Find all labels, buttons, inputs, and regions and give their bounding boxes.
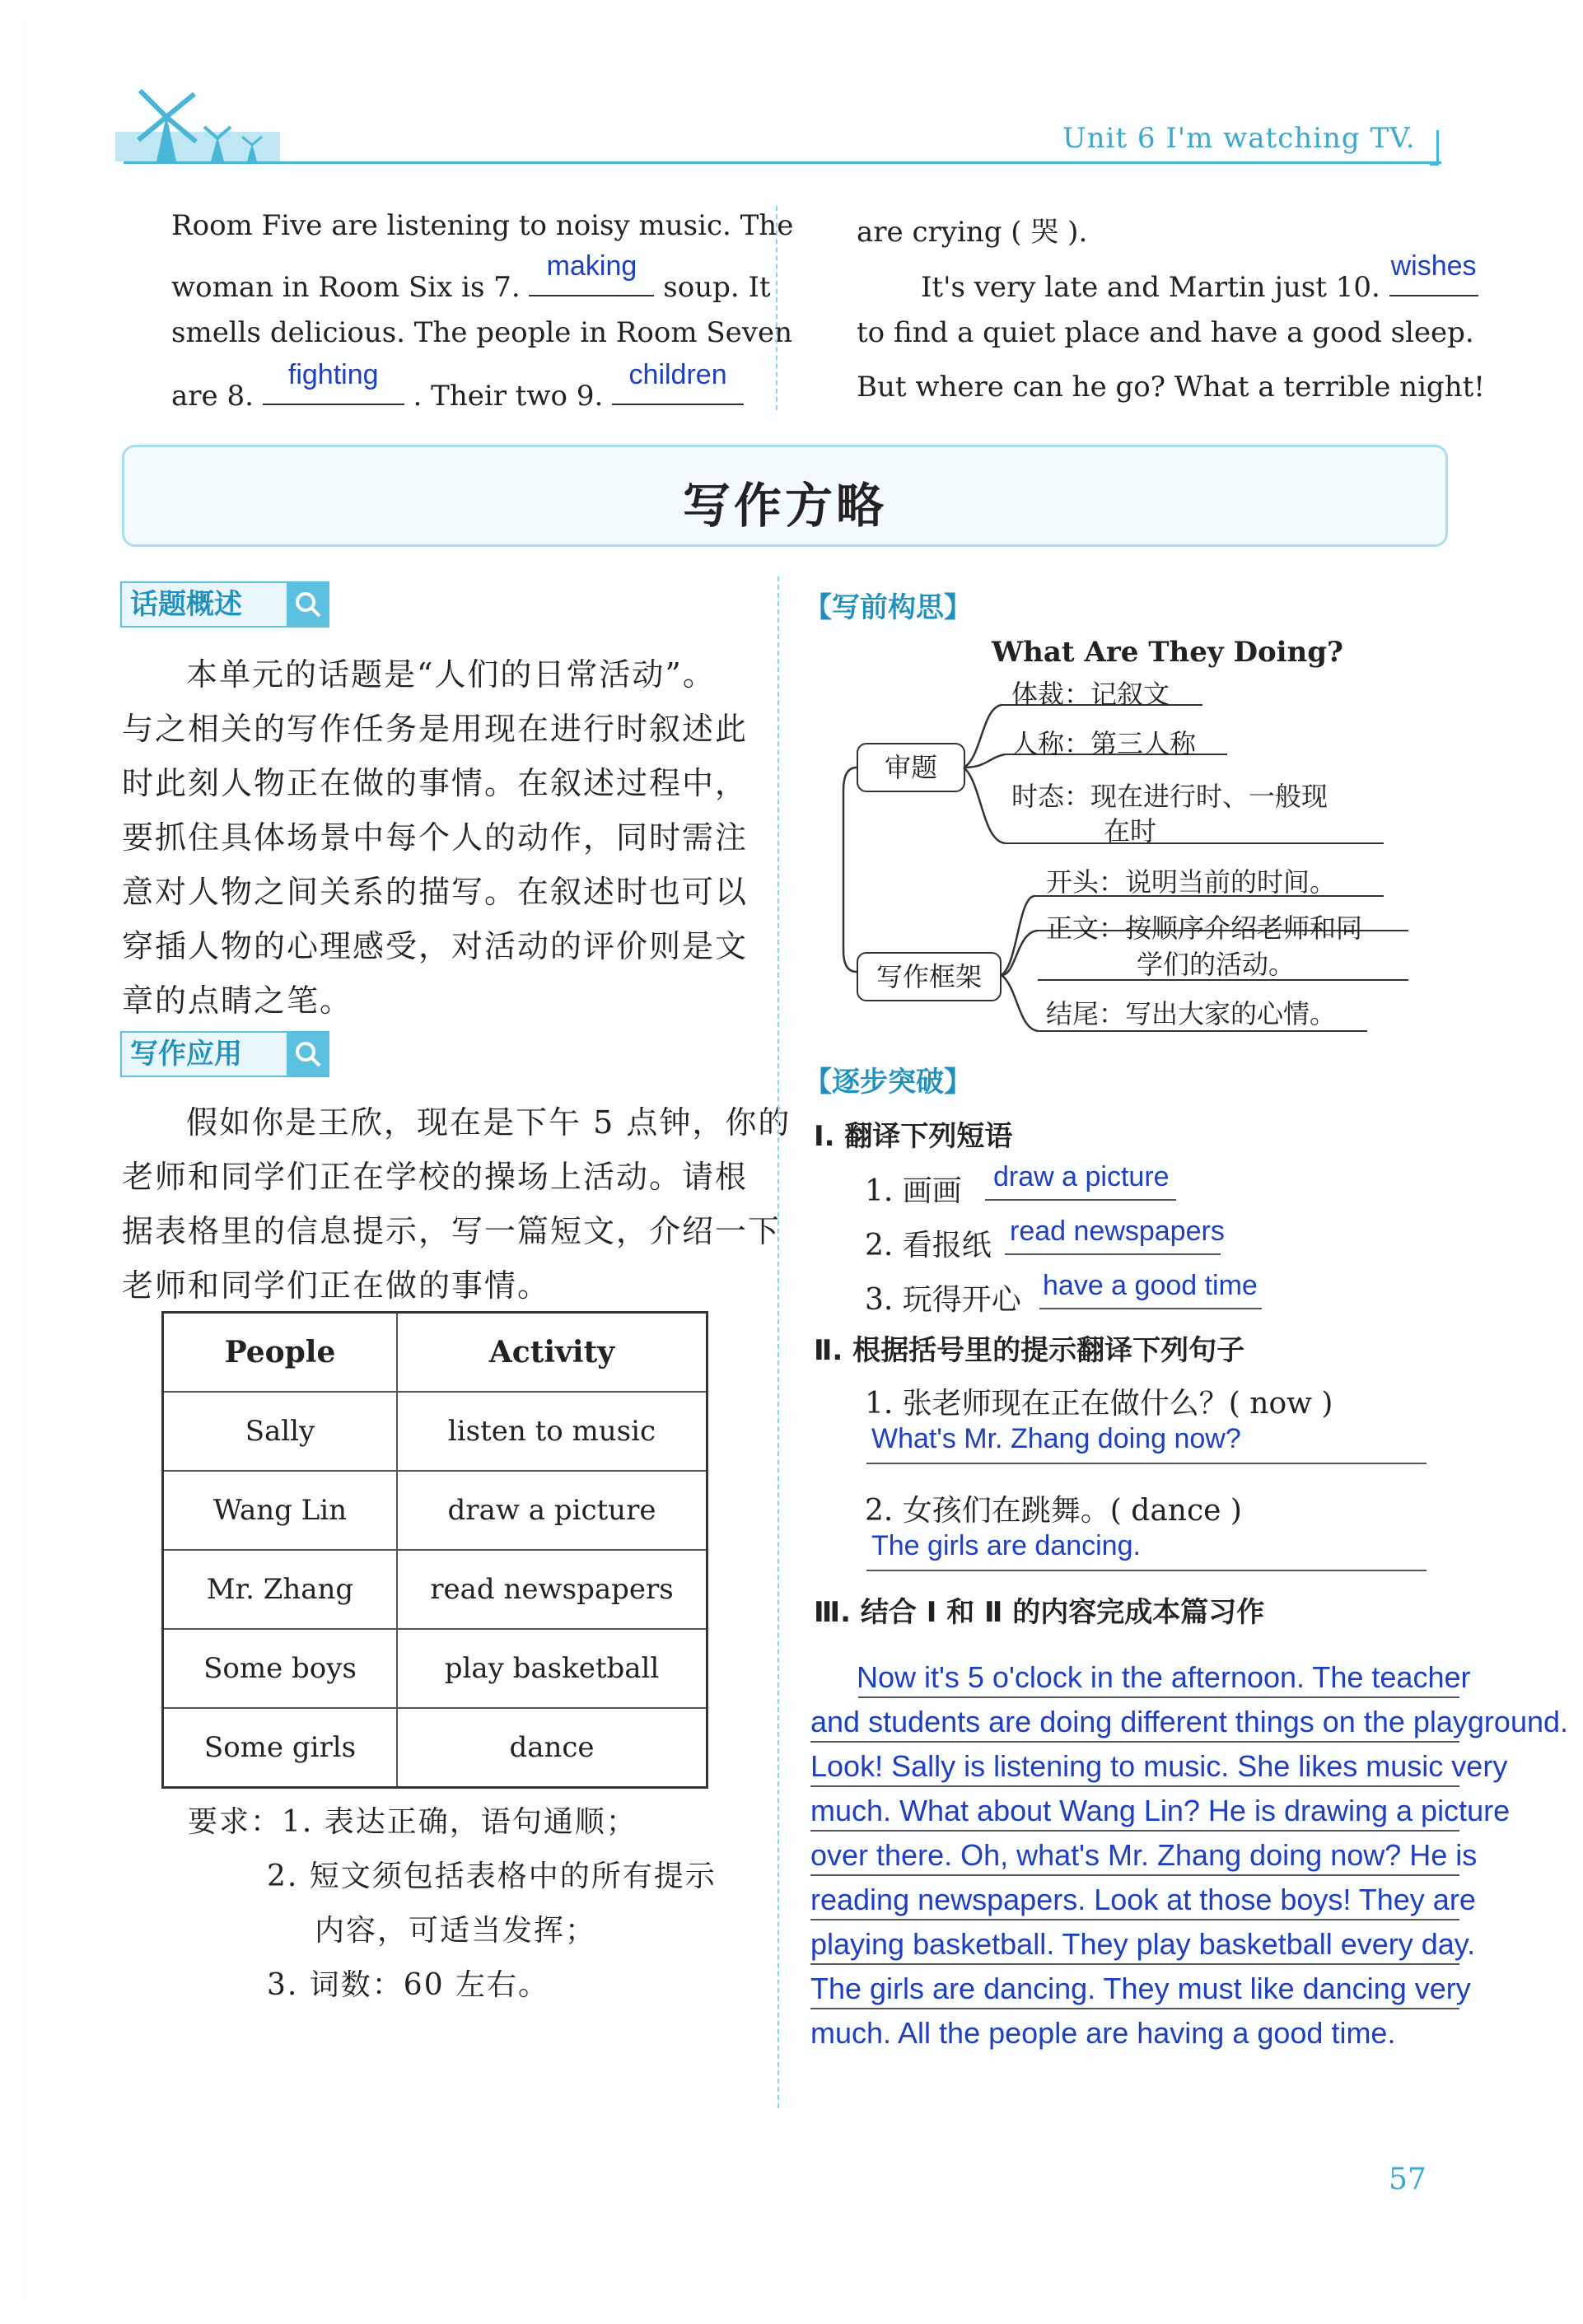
essay-line: over there. Oh, what's Mr. Zhang doing now? He is (810, 1838, 1478, 1872)
column-divider (777, 576, 779, 2108)
header-rule (124, 161, 1441, 164)
answer-underline (866, 1463, 1427, 1464)
sentence-question: 1. 张老师现在正在做什么？( now ) (865, 1387, 1333, 1421)
phrase-answer: have a good time (1043, 1270, 1258, 1301)
essay-line: much. What about Wang Lin? He is drawing a picture (810, 1794, 1511, 1827)
essay-underline (810, 1963, 1459, 1965)
requirement-line: 2. 短文须包括表格中的所有提示 (267, 1860, 717, 1893)
essay-underline (810, 1874, 1459, 1876)
task-line: 据表格里的信息提示，写一篇短文，介绍一下 (122, 1213, 782, 1249)
overview-line: 要抓住具体场景中每个人的动作，同时需注 (122, 819, 749, 856)
table-header-row (163, 1313, 707, 1393)
requirement-line: 3. 词数：60 左右。 (267, 1968, 550, 2002)
mind-map-leaf: 人称：第三人称 (1011, 728, 1197, 759)
section-title: 写作方略 (682, 478, 887, 534)
table-cell: play basketball (397, 1629, 707, 1708)
phrase-question: 1. 画画 (865, 1174, 962, 1208)
search-icon (287, 1033, 328, 1076)
step-heading: 【逐步突破】 (804, 1066, 972, 1099)
table-cell: Some boys (163, 1629, 398, 1708)
passage-line: But where can he go? What a terrible night! (857, 371, 1485, 404)
passage-line: are 8. fighting . Their two 9. children (171, 371, 744, 413)
sentence-answer: The girls are dancing. (871, 1530, 1141, 1561)
passage-line: are crying ( 哭 ). (857, 216, 1088, 249)
answer-blank-8: fighting (263, 371, 404, 405)
essay-line: The girls are dancing. They must like dancing very (810, 1972, 1471, 2005)
search-icon (287, 583, 328, 626)
essay-underline (810, 1785, 1459, 1787)
sentence-question: 2. 女孩们在跳舞。( dance ) (865, 1494, 1242, 1528)
table-header: Activity (397, 1313, 707, 1393)
essay-line: playing basketball. They play basketball every day. (810, 1927, 1476, 1961)
table-row (163, 1708, 707, 1788)
table-row (163, 1629, 707, 1708)
phrase-answer: read newspapers (1010, 1216, 1225, 1247)
passage-line: smells delicious. The people in Room Seven (171, 316, 793, 349)
table-cell: draw a picture (397, 1471, 707, 1550)
passage-line: Room Five are listening to noisy music. The (171, 209, 794, 242)
phrase-question: 2. 看报纸 (865, 1229, 992, 1262)
topic-overview-tag: 话题概述 (120, 581, 329, 628)
pre-writing-heading: 【写前构思】 (804, 591, 972, 624)
essay-line: and students are doing different things on the playground. (810, 1705, 1569, 1738)
essay-line: reading newspapers. Look at those boys! They are (810, 1883, 1476, 1916)
passage-line: woman in Room Six is 7. making soup. It (171, 250, 771, 304)
task-line: 老师和同学们正在学校的操场上活动。请根 (122, 1159, 749, 1195)
requirement-line: 内容，可适当发挥； (315, 1914, 597, 1948)
mind-map-leaf: 在时 (1104, 815, 1157, 847)
mind-map-node: 审题 (857, 743, 965, 792)
activity-table (161, 1311, 708, 1789)
mind-map-leaf: 结尾：写出大家的心情。 (1046, 998, 1337, 1029)
table-cell: Mr. Zhang (163, 1550, 398, 1629)
essay-underline (810, 1919, 1459, 1920)
mind-map-leaf: 正文：按顺序介绍老师和同 (1046, 912, 1363, 944)
part-title: Ⅱ. 根据括号里的提示翻译下列句子 (814, 1334, 1245, 1367)
essay-line: much. All the people are having a good time. (810, 2016, 1396, 2050)
answer-underline (1039, 1308, 1262, 1309)
table-cell: listen to music (397, 1392, 707, 1471)
overview-line: 穿插人物的心理感受，对活动的评价则是文 (122, 928, 749, 964)
table-row (163, 1392, 707, 1471)
sentence-answer: What's Mr. Zhang doing now? (871, 1423, 1241, 1454)
mind-map-leaf: 学们的活动。 (1137, 949, 1296, 980)
windmill-logo-icon (115, 82, 280, 165)
map-title: What Are They Doing? (992, 636, 1343, 669)
overview-line: 与之相关的写作任务是用现在进行时叙述此 (122, 711, 749, 747)
passage-line: to find a quiet place and have a good sleep. (857, 316, 1474, 349)
part-title: Ⅲ. 结合 Ⅰ 和 Ⅱ 的内容完成本篇习作 (814, 1596, 1265, 1629)
table-cell: Some girls (163, 1708, 398, 1788)
essay-underline (810, 1830, 1459, 1832)
column-divider (776, 206, 777, 410)
essay-line: Look! Sally is listening to music. She likes music very (810, 1749, 1508, 1783)
mind-map-leaf: 体裁：记叙文 (1011, 679, 1170, 710)
phrase-answer: draw a picture (993, 1161, 1170, 1192)
essay-underline (810, 1741, 1459, 1743)
mind-map-leaf: 开头：说明当前的时间。 (1046, 866, 1337, 898)
essay-underline (810, 2008, 1459, 2009)
table-cell: Sally (163, 1392, 398, 1471)
answer-blank-9: children (612, 371, 744, 405)
unit-title: Unit 6 I'm watching TV. (1062, 122, 1416, 155)
mind-map-node: 写作框架 (857, 952, 1002, 1001)
overview-line: 章的点睛之笔。 (122, 982, 353, 1019)
answer-blank-7: making (529, 262, 654, 296)
header-bracket (1430, 130, 1439, 166)
table-row (163, 1550, 707, 1629)
mind-map-leaf: 时态：现在进行时、一般现 (1011, 781, 1329, 812)
passage-line: It's very late and Martin just 10. wishes (921, 262, 1478, 304)
table-header: People (163, 1313, 398, 1393)
phrase-question: 3. 玩得开心 (865, 1283, 1021, 1317)
task-line: 老师和同学们正在做的事情。 (122, 1267, 551, 1304)
table-cell: dance (397, 1708, 707, 1788)
table-cell: Wang Lin (163, 1471, 398, 1550)
answer-underline (985, 1199, 1176, 1201)
table-row (163, 1471, 707, 1550)
table-cell: read newspapers (397, 1550, 707, 1629)
answer-blank-10: wishes (1389, 262, 1478, 296)
overview-line: 意对人物之间关系的描写。在叙述时也可以 (122, 874, 749, 910)
overview-line: 时此刻人物正在做的事情。在叙述过程中， (122, 765, 749, 801)
essay-line: Now it's 5 o'clock in the afternoon. The teacher (857, 1660, 1471, 1694)
essay-underline (858, 1696, 1459, 1698)
answer-underline (1005, 1253, 1221, 1255)
page-number: 57 (1389, 2163, 1427, 2196)
requirement-line: 要求：1. 表达正确，语句通顺； (188, 1805, 637, 1839)
overview-line: 本单元的话题是“人们的日常活动”。 (186, 656, 716, 693)
task-line: 假如你是王欣，现在是下午 5 点钟，你的 (186, 1104, 792, 1141)
part-title: Ⅰ. 翻译下列短语 (814, 1120, 1013, 1153)
answer-underline (866, 1570, 1427, 1571)
writing-task-tag: 写作应用 (120, 1031, 329, 1077)
section-banner (122, 445, 1448, 547)
